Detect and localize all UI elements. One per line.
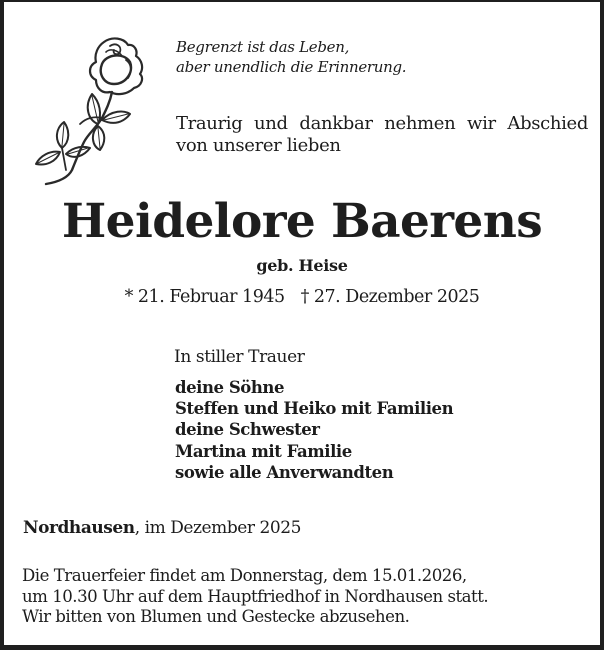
quote-line-2: aber unendlich die Erinnerung. <box>176 58 407 76</box>
mourner-line: deine Söhne <box>175 378 285 397</box>
place-and-date <box>23 517 301 539</box>
death-date: † 27. Dezember 2025 <box>300 287 480 307</box>
birth-date: * 21. Februar 1945 <box>124 287 285 307</box>
mourning-label: In stiller Trauer <box>174 347 305 367</box>
quote-line-1: Begrenzt ist das Leben, <box>176 38 350 56</box>
farewell-intro <box>176 113 588 157</box>
memorial-quote <box>176 37 406 77</box>
deceased-name: Heidelore Baerens <box>61 194 543 249</box>
mourner-line: Steffen und Heiko mit Familien <box>175 399 454 419</box>
funeral-service-info <box>22 566 488 628</box>
notice-date: im Dezember 2025 <box>139 518 301 538</box>
service-line: Wir bitten von Blumen und Gestecke abzusehen. <box>22 607 410 626</box>
rose-icon <box>26 30 161 186</box>
mourner-line: Martina mit Familie <box>175 441 352 461</box>
mourners-list <box>175 377 453 483</box>
mourner-line: sowie alle Anverwandten <box>175 462 394 482</box>
place-name: Nordhausen <box>23 518 135 538</box>
service-line: um 10.30 Uhr auf dem Hauptfriedhof in Nordhausen statt. <box>22 586 489 606</box>
service-line: Die Trauerfeier findet am Donnerstag, dem 15.01.2026, <box>22 566 467 585</box>
birth-name: geb. Heise <box>256 256 348 275</box>
intro-line-1: Traurig und dankbar nehmen wir Abschied <box>176 113 588 134</box>
intro-line-2: von unserer lieben <box>176 135 341 156</box>
place-separator: , <box>134 518 140 538</box>
mourner-line: deine Schwester <box>175 420 320 440</box>
life-dates <box>4 285 600 309</box>
